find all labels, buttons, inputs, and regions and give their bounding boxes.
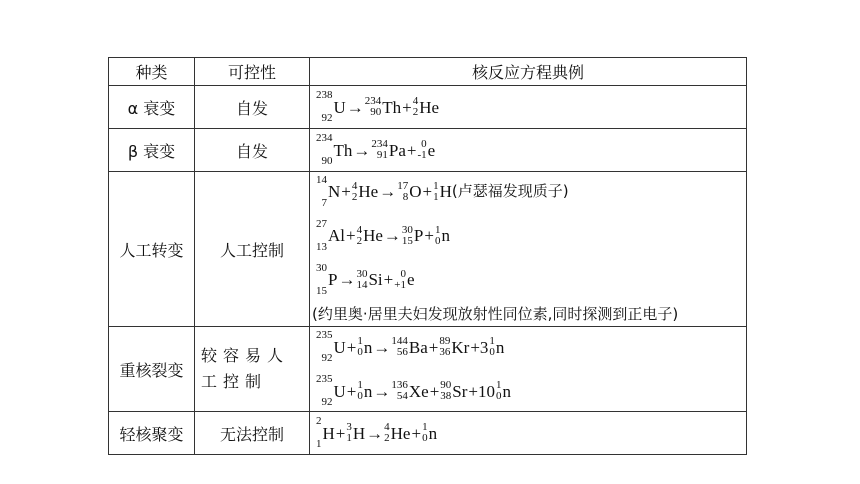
mass-number: 0: [421, 138, 427, 150]
nuclide: [402, 225, 423, 247]
mass-number: 1: [433, 179, 439, 192]
element-symbol: Sr: [452, 381, 468, 401]
atomic-number: 1: [346, 432, 352, 444]
atomic-number: 90: [370, 106, 382, 118]
nuclide: [371, 139, 406, 161]
element-symbol: n: [428, 423, 438, 443]
equation-line: [316, 374, 746, 408]
atomic-number: 8: [402, 190, 409, 203]
nuclide-numbers: [356, 269, 367, 291]
nuclide-numbers: [439, 336, 450, 358]
mass-number: 235: [316, 329, 333, 341]
nuclide-numbers: [346, 422, 352, 444]
mass-number: 1: [357, 335, 363, 347]
operator: →: [373, 381, 391, 401]
equation-line: [316, 263, 746, 297]
mass-number: 1: [496, 379, 502, 391]
nuclide: [316, 90, 346, 124]
nuclide-numbers: [413, 96, 419, 118]
nuclide: [357, 380, 372, 402]
mass-number: 27: [316, 217, 327, 230]
operator: +: [346, 226, 356, 245]
nuclide: [346, 422, 365, 444]
atomic-number: 56: [396, 346, 408, 358]
equation-line: [316, 175, 746, 209]
table-row: [109, 129, 747, 172]
mass-number: 234: [364, 95, 382, 107]
atomic-number: 0: [489, 346, 495, 358]
nuclide: [316, 416, 335, 450]
nuclide-numbers: [433, 181, 439, 203]
operator: +: [341, 182, 351, 201]
nuclide-numbers: [316, 90, 333, 124]
mass-number: 4: [351, 179, 358, 192]
mass-number: 30: [316, 261, 327, 274]
equation-cell: [310, 129, 747, 172]
atomic-number: 2: [412, 106, 419, 118]
equation-line: [316, 330, 746, 364]
nuclide-numbers: [316, 330, 333, 364]
nuclide: [440, 380, 467, 402]
atomic-number: 13: [316, 240, 327, 253]
atomic-number: 38: [440, 390, 452, 402]
operator: →: [379, 182, 397, 201]
operator: →: [353, 140, 371, 160]
atomic-number: 15: [316, 284, 327, 297]
nuclide-numbers: [417, 139, 426, 161]
atomic-number: 2: [351, 190, 358, 203]
element-symbol: P: [328, 270, 338, 289]
nuclide-numbers: [384, 422, 390, 444]
mass-number: 234: [316, 132, 333, 144]
nuclide: [413, 96, 439, 118]
nuclide-numbers: [357, 225, 363, 247]
element-symbol: He: [419, 97, 440, 117]
operator: +: [424, 226, 434, 245]
table-row: [109, 327, 747, 412]
element-symbol: Xe: [408, 381, 429, 401]
operator: →: [383, 226, 401, 245]
discovery-note: (卢瑟福发现质子): [451, 182, 569, 200]
nuclide: [391, 380, 428, 402]
nuclide: [357, 336, 372, 358]
equation-line: [316, 90, 746, 124]
operator: +: [411, 423, 422, 443]
operator: →: [373, 337, 391, 357]
mass-number: 238: [316, 89, 333, 101]
element-symbol: He: [363, 226, 383, 245]
nuclide: [316, 175, 340, 209]
nuclide: [316, 374, 346, 408]
atomic-number: 92: [321, 352, 333, 364]
mass-number: 4: [384, 421, 390, 433]
nuclide: [365, 96, 401, 118]
element-symbol: H: [439, 182, 452, 201]
nuclide-numbers: [316, 374, 333, 408]
nuclide: [489, 336, 504, 358]
operator: +: [428, 337, 439, 357]
element-symbol: U: [333, 381, 346, 401]
nuclide-numbers: [357, 380, 363, 402]
operator: +: [429, 381, 440, 401]
nuclide-numbers: [316, 219, 327, 253]
element-symbol: n: [495, 337, 505, 357]
atomic-number: 2: [384, 432, 390, 444]
nuclide-numbers: [391, 336, 408, 358]
table-row: [109, 412, 747, 455]
mass-number: 90: [440, 379, 452, 391]
element-symbol: U: [333, 97, 346, 117]
nuclide: [496, 380, 511, 402]
atomic-number: +1: [394, 278, 406, 291]
mass-number: 1: [422, 421, 428, 433]
controllability: 自发: [195, 129, 310, 172]
mass-number: 144: [391, 335, 408, 347]
nuclide-numbers: [496, 380, 502, 402]
operator: +10: [468, 381, 496, 401]
nuclide: [316, 133, 352, 167]
nuclide-numbers: [489, 336, 495, 358]
atomic-number: 91: [376, 149, 388, 161]
reaction-type: 轻核聚变: [109, 412, 195, 455]
element-symbol: Th: [333, 140, 353, 160]
atomic-number: 54: [396, 390, 408, 402]
controllability: 人工控制: [195, 172, 310, 327]
nuclide-numbers: [435, 225, 441, 247]
operator: →: [338, 270, 356, 289]
element-symbol: He: [358, 182, 379, 201]
mass-number: 89: [439, 335, 451, 347]
atomic-number: 15: [401, 234, 413, 247]
reaction-type: α 衰变: [109, 86, 195, 129]
equation-cell: [310, 172, 747, 327]
mass-number: 0: [400, 267, 406, 280]
nuclide: [316, 263, 337, 297]
element-symbol: n: [441, 226, 450, 245]
operator: +: [422, 182, 433, 201]
reaction-type: 重核裂变: [109, 327, 195, 412]
operator: →: [366, 423, 384, 443]
atomic-number: 0: [422, 432, 428, 444]
element-symbol: Al: [328, 226, 345, 245]
nuclide: [433, 181, 452, 203]
operator: +: [406, 140, 417, 160]
element-symbol: e: [427, 140, 436, 160]
element-symbol: e: [406, 270, 415, 289]
mass-number: 234: [371, 138, 388, 150]
element-symbol: N: [328, 182, 341, 201]
nuclide: [356, 269, 382, 291]
nuclide-numbers: [391, 380, 408, 402]
element-symbol: U: [333, 337, 346, 357]
element-symbol: Pa: [388, 140, 406, 160]
mass-number: 3: [346, 421, 352, 433]
controllability-text: 较容易人工控制: [201, 346, 290, 391]
atomic-number: 0: [357, 346, 363, 358]
nuclide-numbers: [352, 181, 358, 203]
operator: +3: [470, 337, 489, 357]
nuclear-reaction-table: [108, 57, 747, 455]
atomic-number: 0: [496, 390, 502, 402]
nuclide: [422, 422, 437, 444]
element-symbol: Th: [382, 97, 402, 117]
controllability: [195, 327, 310, 412]
nuclide-numbers: [402, 225, 413, 247]
nuclide: [391, 336, 427, 358]
operator: +: [335, 423, 346, 443]
atomic-number: 36: [439, 346, 451, 358]
mass-number: 136: [391, 379, 408, 391]
atomic-number: -1: [417, 149, 427, 161]
operator: +: [383, 270, 394, 289]
equation-line: [316, 133, 746, 167]
atomic-number: 1: [433, 190, 439, 203]
equation-cell: [310, 86, 747, 129]
nuclide-numbers: [394, 269, 406, 291]
nuclide-numbers: [316, 175, 327, 209]
atomic-number: 7: [321, 196, 327, 209]
mass-number: 4: [412, 95, 419, 107]
element-symbol: H: [352, 423, 366, 443]
nuclide: [384, 422, 410, 444]
mass-number: 4: [356, 223, 363, 236]
atomic-number: 0: [357, 390, 363, 402]
operator: +: [346, 337, 357, 357]
nuclide-numbers: [316, 133, 333, 167]
mass-number: 14: [316, 173, 327, 186]
element-symbol: P: [413, 226, 424, 245]
mass-number: 235: [316, 373, 333, 385]
equation-cell: [310, 412, 747, 455]
discovery-note: (约里奥·居里夫妇发现放射性同位素,同时探测到正电子): [312, 304, 679, 323]
nuclide: [352, 181, 378, 203]
element-symbol: O: [409, 182, 422, 201]
header-example: 核反应方程典例: [310, 58, 747, 86]
reaction-type: 人工转变: [109, 172, 195, 327]
nuclide: [439, 336, 469, 358]
nuclide: [394, 269, 414, 291]
atomic-number: 1: [316, 438, 322, 450]
mass-number: 1: [434, 223, 441, 236]
equation-cell: [310, 327, 747, 412]
operator: +: [346, 381, 357, 401]
element-symbol: He: [390, 423, 411, 443]
element-symbol: Ba: [408, 337, 428, 357]
table-row: [109, 172, 747, 327]
nuclide-numbers: [422, 422, 428, 444]
mass-number: 17: [397, 179, 409, 192]
element-symbol: n: [502, 381, 512, 401]
atomic-number: 90: [321, 155, 333, 167]
operator: +: [402, 97, 412, 117]
operator: →: [346, 97, 364, 117]
element-symbol: Kr: [451, 337, 470, 357]
nuclide-numbers: [440, 380, 451, 402]
element-symbol: Si: [368, 270, 383, 289]
nuclide: [397, 181, 421, 203]
reaction-type: β 衰变: [109, 129, 195, 172]
nuclide: [316, 219, 345, 253]
atomic-number: 0: [434, 234, 441, 247]
nuclide-numbers: [357, 336, 363, 358]
atomic-number: 92: [321, 396, 333, 408]
nuclide: [316, 330, 346, 364]
nuclide-numbers: [316, 416, 322, 450]
mass-number: 1: [357, 379, 363, 391]
table-body: [109, 86, 747, 455]
atomic-number: 92: [321, 112, 333, 124]
controllability: 自发: [195, 86, 310, 129]
element-symbol: n: [363, 381, 373, 401]
nuclide-numbers: [365, 96, 382, 118]
header-control: 可控性: [195, 58, 310, 86]
element-symbol: n: [363, 337, 373, 357]
header-row: [109, 58, 747, 86]
equation-line: [316, 416, 746, 450]
nuclide-numbers: [397, 181, 408, 203]
mass-number: 1: [489, 335, 495, 347]
mass-number: 30: [401, 223, 413, 236]
header-type: 种类: [109, 58, 195, 86]
nuclide: [417, 139, 435, 161]
mass-number: 2: [316, 415, 322, 427]
equation-line: [316, 219, 746, 253]
atomic-number: 14: [356, 278, 368, 291]
atomic-number: 2: [356, 234, 363, 247]
nuclide: [357, 225, 383, 247]
mass-number: 30: [356, 267, 368, 280]
element-symbol: H: [322, 423, 335, 443]
controllability: 无法控制: [195, 412, 310, 455]
nuclide-numbers: [316, 263, 327, 297]
nuclide-numbers: [371, 139, 388, 161]
nuclide: [435, 225, 450, 247]
table-row: [109, 86, 747, 129]
